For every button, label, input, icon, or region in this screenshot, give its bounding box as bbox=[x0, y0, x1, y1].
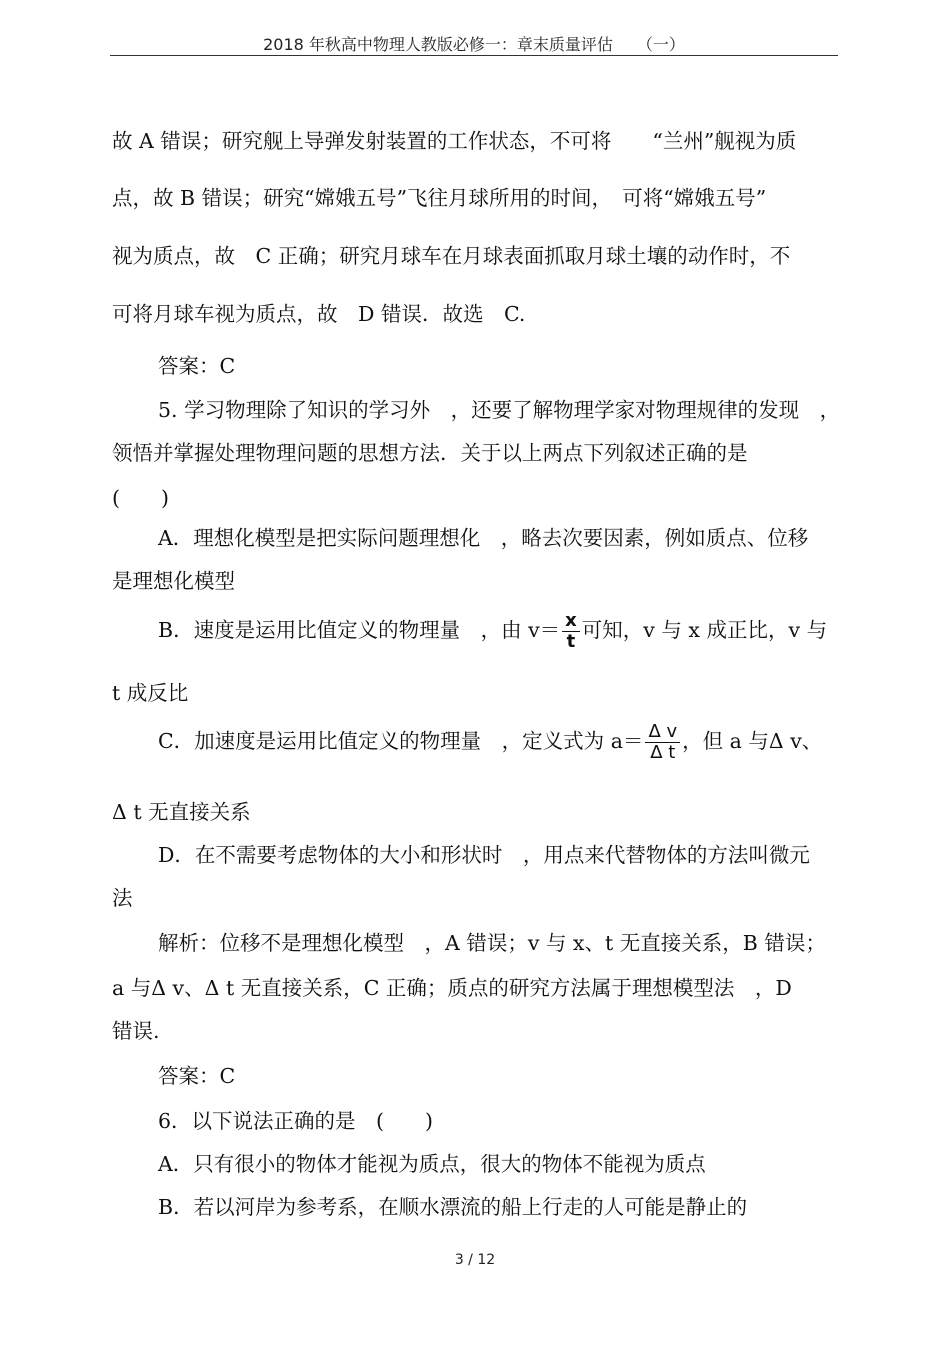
text-line: 法 bbox=[112, 886, 133, 910]
text-line: 故 A 错误；研究舰上导弹发射装置的工作状态，不可将 “兰州”舰视为质 bbox=[112, 129, 797, 153]
answer-label: 答案：C bbox=[158, 354, 236, 378]
option-b bbox=[158, 611, 827, 652]
analysis: 解析：位移不是理想化模型 ，A 错误；v 与 x、t 无直接关系，B 错误； bbox=[158, 931, 826, 955]
fraction-denominator: Δ t bbox=[650, 742, 676, 763]
text-line: 错误. bbox=[112, 1019, 160, 1043]
fraction-dv-over-dt bbox=[645, 722, 680, 763]
question-5-stem: 5. 学习物理除了知识的学习外 ，还要了解物理学家对物理规律的发现 ， bbox=[158, 398, 841, 422]
fraction-numerator: Δ v bbox=[645, 722, 680, 743]
option-c bbox=[158, 722, 822, 763]
answer-label: 答案：C bbox=[158, 1064, 236, 1088]
q6-option-a: A．只有很小的物体才能视为质点，很大的物体不能视为质点 bbox=[158, 1152, 706, 1176]
answer-bracket: ( ) bbox=[112, 486, 169, 510]
q6-option-b: B．若以河岸为参考系，在顺水漂流的船上行走的人可能是静止的 bbox=[158, 1195, 748, 1219]
running-header: 2018 年秋高中物理人教版必修一：章末质量评估 （一） bbox=[263, 35, 685, 54]
option-b-text: B．速度是运用比值定义的物理量 ，由 v＝ bbox=[158, 618, 561, 642]
option-b-text-end: 可知，v 与 x 成正比，v 与 bbox=[581, 618, 828, 642]
text-line: a 与Δ v、Δ t 无直接关系，C 正确；质点的研究方法属于理想模型法 ，D bbox=[112, 976, 792, 1000]
header-rule bbox=[110, 55, 838, 56]
text-line: 领悟并掌握处理物理问题的思想方法．关于以上两点下列叙述正确的是 bbox=[112, 441, 748, 465]
option-d: D．在不需要考虑物体的大小和形状时 ，用点来代替物体的方法叫微元 bbox=[158, 843, 810, 867]
text-line: 点，故 B 错误；研究“嫦娥五号”飞往月球所用的时间， 可将“嫦娥五号” bbox=[112, 186, 767, 210]
question-6-stem: 6．以下说法正确的是 ( ) bbox=[158, 1109, 434, 1133]
text-line: t 成反比 bbox=[112, 681, 189, 705]
option-c-text: C．加速度是运用比值定义的物理量 ，定义式为 a＝ bbox=[158, 729, 644, 753]
text-line: 可将月球车视为质点，故 D 错误．故选 C. bbox=[112, 302, 526, 326]
text-line: 视为质点，故 C 正确；研究月球车在月球表面抓取月球土壤的动作时，不 bbox=[112, 244, 791, 268]
option-c-text-end: ，但 a 与Δ v、 bbox=[682, 729, 823, 753]
fraction-x-over-t bbox=[562, 611, 580, 652]
fraction-numerator: x bbox=[562, 611, 580, 632]
option-a: A．理想化模型是把实际问题理想化 ，略去次要因素，例如质点、位移 bbox=[158, 526, 809, 550]
fraction-denominator: t bbox=[566, 631, 576, 652]
page-number: 3 / 12 bbox=[454, 1252, 496, 1268]
text-line: 是理想化模型 bbox=[112, 569, 235, 593]
text-line: Δ t 无直接关系 bbox=[112, 800, 251, 824]
